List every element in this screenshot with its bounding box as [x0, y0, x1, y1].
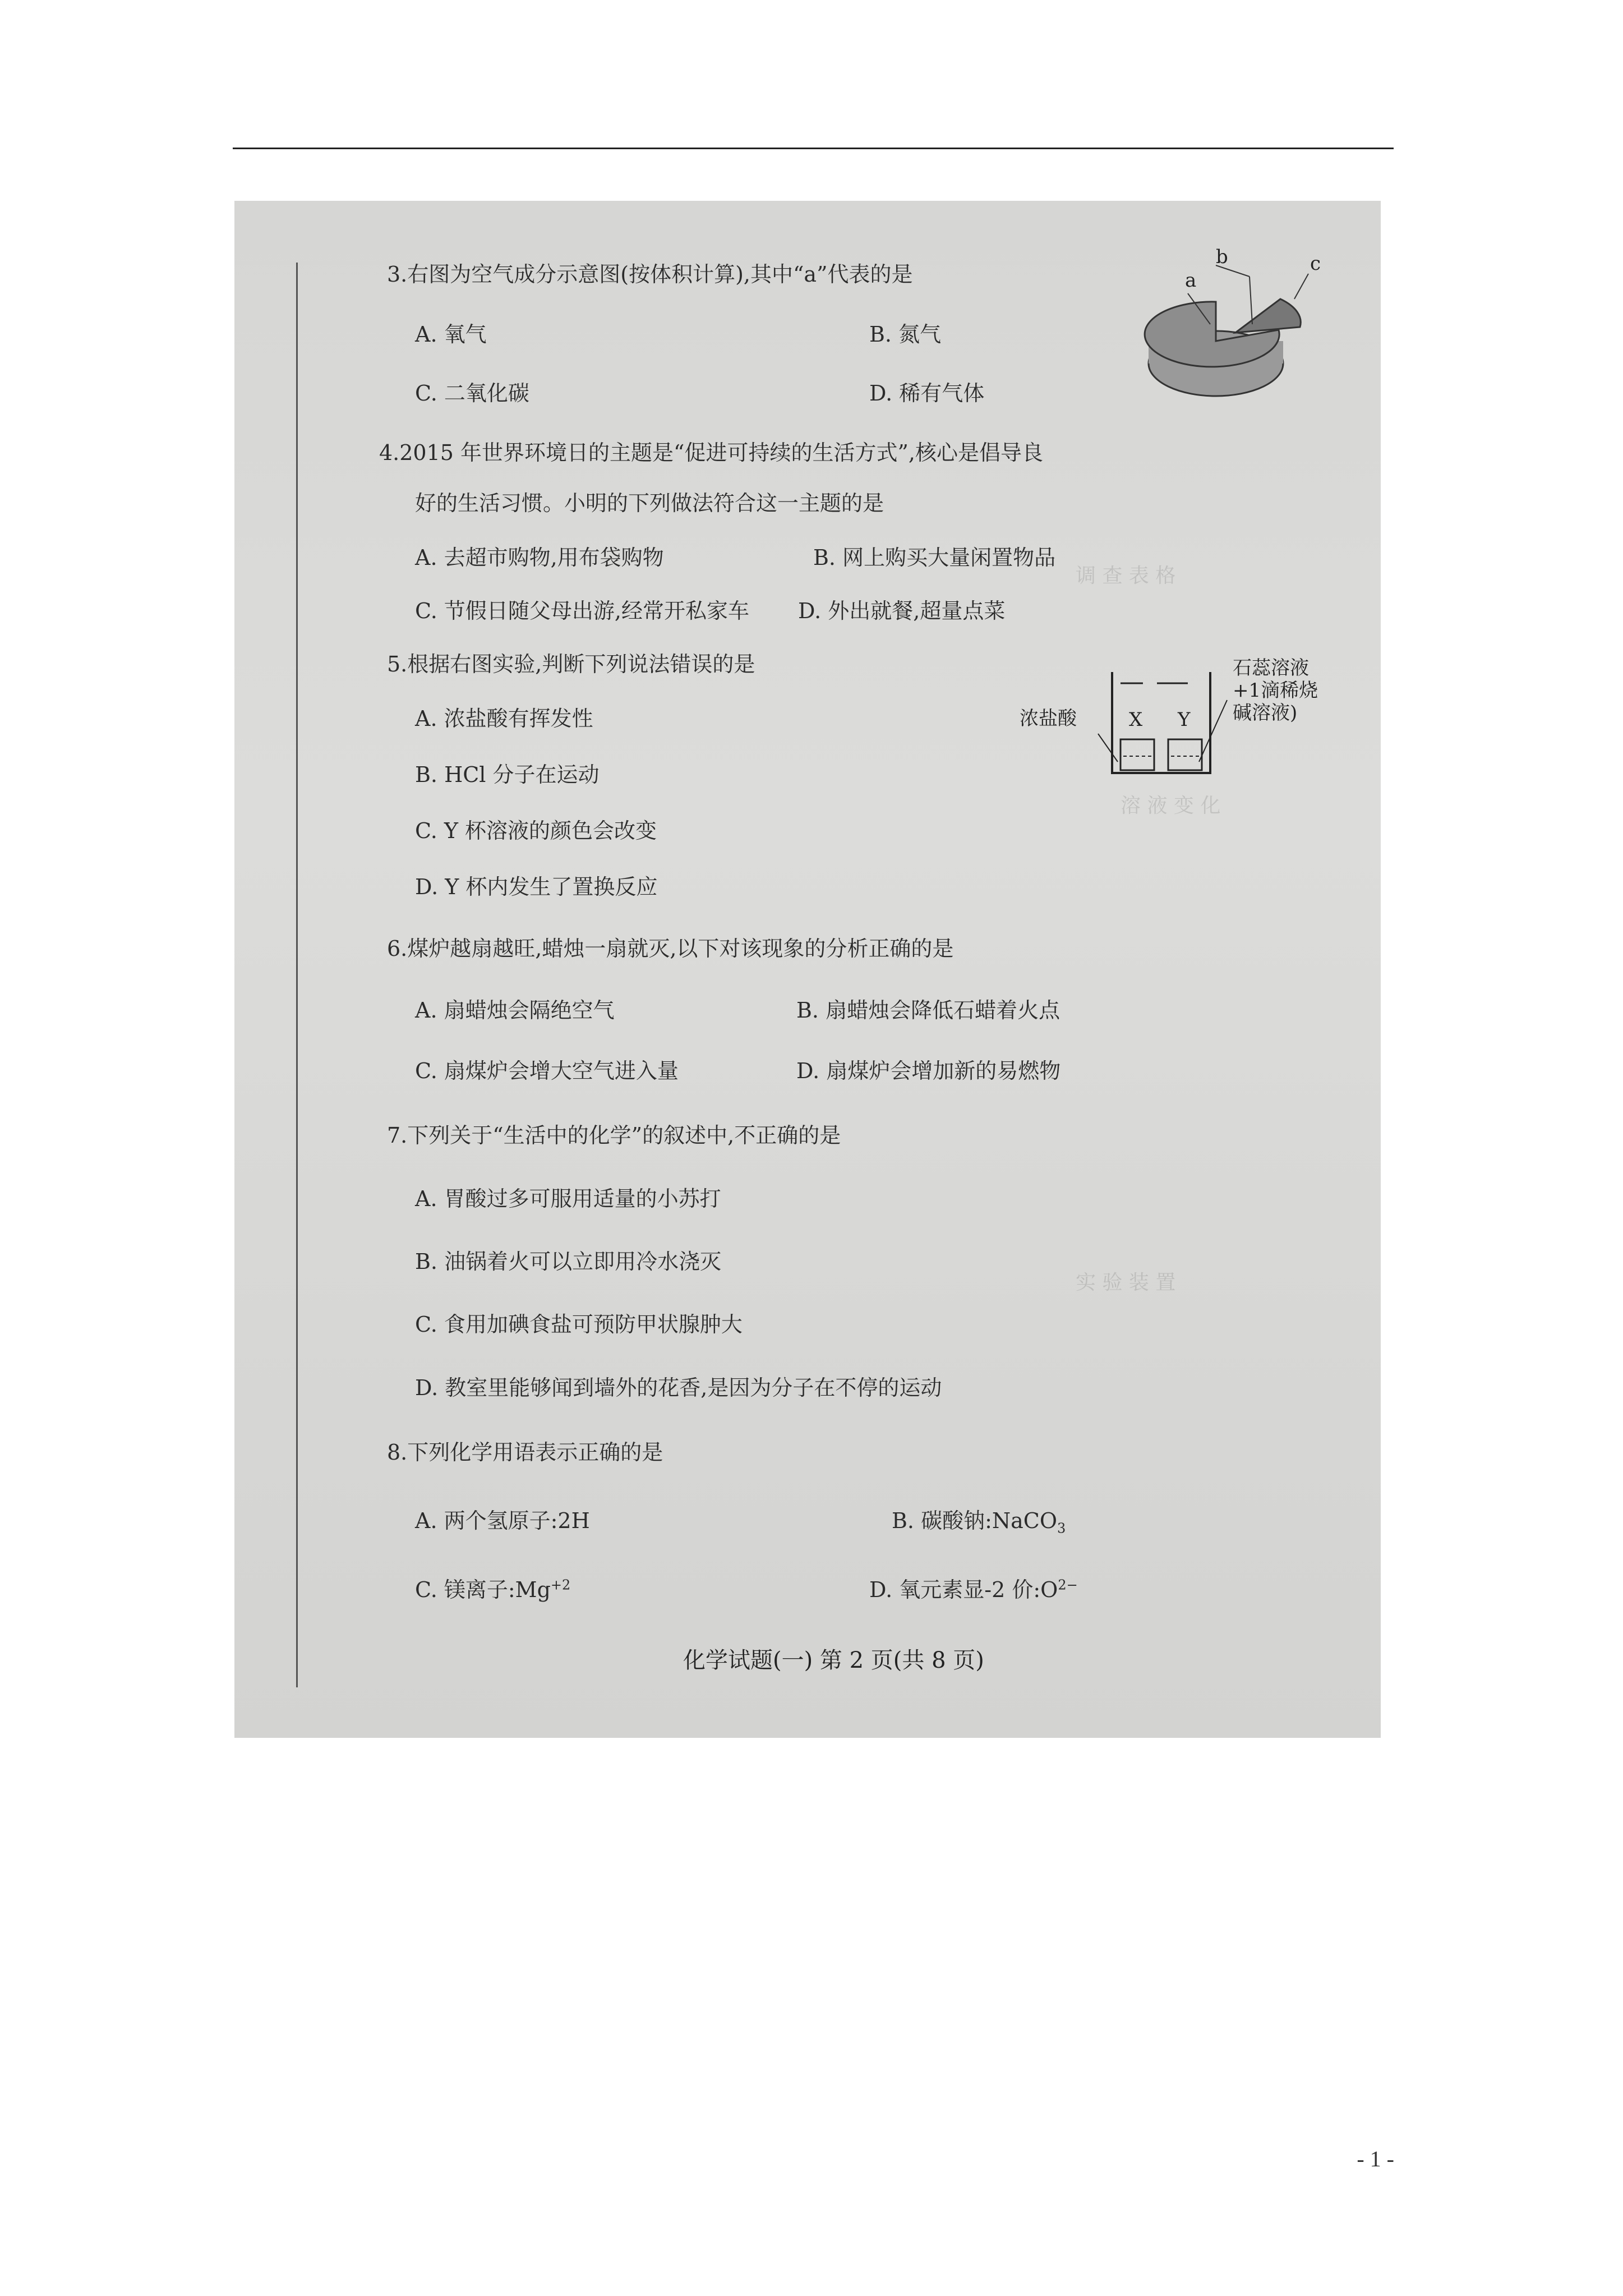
exam-page-footer: 化学试题(一) 第 2 页(共 8 页) — [683, 1648, 984, 1673]
question-7-option-c: C. 食用加碘食盐可预防甲状腺肿大 — [415, 1312, 743, 1337]
page-number: - 1 - — [1357, 2146, 1394, 2171]
question-8-option-d: D. 氧元素显-2 价$:O^{2-}$ — [869, 1577, 1078, 1602]
pie-slice-a — [1145, 302, 1279, 367]
question-3-stem: 3.右图为空气成分示意图(按体积计算),其中“a”代表的是 — [387, 262, 913, 287]
question-7-stem: 7.下列关于“生活中的化学”的叙述中,不正确的是 — [387, 1123, 841, 1148]
beaker-right-label-1: 石蕊溶液 — [1233, 657, 1309, 679]
question-4-option-b: B. 网上购买大量闲置物品 — [813, 545, 1056, 570]
beaker-x-label: X — [1129, 708, 1143, 731]
bleed-through-text: 溶 液 变 化 — [1121, 794, 1221, 817]
air-composition-pie-svg — [1132, 246, 1334, 431]
question-3-option-b: B. 氮气 — [869, 322, 942, 347]
question-3-option-d: D. 稀有气体 — [869, 381, 985, 406]
scanned-exam-photo — [234, 201, 1381, 1738]
question-7-option-d: D. 教室里能够闻到墙外的花香,是因为分子在不停的运动 — [415, 1375, 942, 1400]
question-5-stem: 5.根据右图实验,判断下列说法错误的是 — [387, 652, 755, 677]
question-7-option-a: A. 胃酸过多可服用适量的小苏打 — [415, 1186, 721, 1211]
question-6-option-b: B. 扇蜡烛会降低石蜡着火点 — [796, 998, 1061, 1023]
header-rule — [233, 148, 1394, 149]
question-7-option-b: B. 油锅着火可以立即用冷水浇灭 — [415, 1249, 722, 1274]
question-6-stem: 6.煤炉越扇越旺,蜡烛一扇就灭,以下对该现象的分析正确的是 — [387, 936, 954, 961]
air-composition-diagram — [1132, 246, 1334, 431]
pie-slice-c — [1235, 299, 1301, 333]
pie-label-c: c — [1310, 252, 1321, 275]
question-5-option-d: D. Y 杯内发生了置换反应 — [415, 875, 658, 899]
bleed-through-text: 实 验 装 置 — [1076, 1271, 1176, 1294]
question-4-stem-line2: 好的生活习惯。小明的下列做法符合这一主题的是 — [415, 491, 884, 516]
question-8-option-a: A. 两个氢原子:2H — [415, 1508, 590, 1533]
question-4-option-c: C. 节假日随父母出游,经常开私家车 — [415, 599, 749, 623]
question-5-option-c: C. Y 杯溶液的颜色会改变 — [415, 818, 657, 843]
question-6-option-a: A. 扇蜡烛会隔绝空气 — [415, 998, 615, 1023]
question-4-stem-line1: 4.2015 年世界环境日的主题是“促进可持续的生活方式”,核心是倡导良 — [379, 440, 1043, 465]
beaker-left-label: 浓盐酸 — [1020, 707, 1077, 730]
beaker-right-label-3: 碱溶液) — [1233, 702, 1298, 724]
question-8-stem: 8.下列化学用语表示正确的是 — [387, 1440, 663, 1465]
binding-margin-line — [296, 263, 298, 1687]
question-8-option-b: B. 碳酸钠:NaCO$_3$ — [892, 1508, 1066, 1536]
question-3-option-c: C. 二氧化碳 — [415, 381, 529, 406]
question-4-option-d: D. 外出就餐,超量点菜 — [798, 599, 1006, 623]
bleed-through-text: 调 查 表 格 — [1076, 564, 1176, 587]
question-3-option-a: A. 氧气 — [415, 322, 487, 347]
beaker-y-label: Y — [1178, 708, 1191, 731]
beaker-right-label-2: +1滴稀烧 — [1233, 679, 1318, 702]
pie-label-a: a — [1185, 269, 1197, 292]
question-6-option-d: D. 扇煤炉会增加新的易燃物 — [796, 1059, 1061, 1083]
question-8-option-c: C. 镁离子$:Mg^{+2}$ — [415, 1577, 571, 1602]
question-5-option-b: B. HCl 分子在运动 — [415, 762, 600, 787]
question-6-option-c: C. 扇煤炉会增大空气进入量 — [415, 1059, 679, 1083]
question-5-option-a: A. 浓盐酸有挥发性 — [415, 706, 593, 731]
pie-label-b: b — [1216, 246, 1228, 268]
question-4-option-a: A. 去超市购物,用布袋购物 — [415, 545, 664, 570]
hcl-beaker-diagram — [1020, 650, 1367, 795]
